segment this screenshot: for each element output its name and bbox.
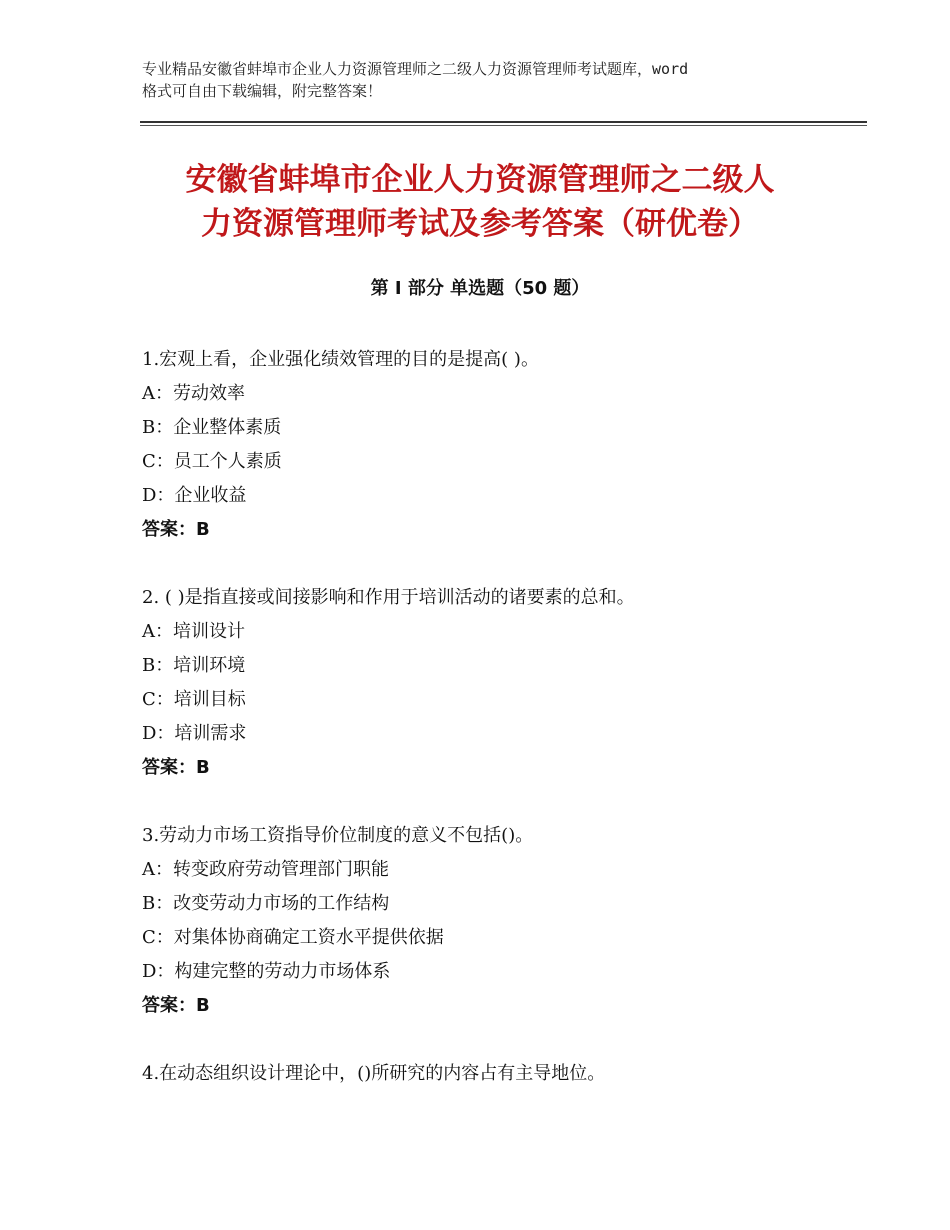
question-4 xyxy=(142,1057,842,1091)
document-title-line-2: 力资源管理师考试及参考答案（研优卷） xyxy=(201,206,759,242)
question-list xyxy=(142,343,842,1125)
header-note xyxy=(142,58,832,102)
header-note-line-1: 专业精品安徽省蚌埠市企业人力资源管理师之二级人力资源管理师考试题库，word xyxy=(142,60,689,78)
question-stem: 3.劳动力市场工资指导价位制度的意义不包括()。 xyxy=(142,825,534,846)
option-c: C：员工个人素质 xyxy=(142,451,282,472)
question-stem: 1.宏观上看，企业强化绩效管理的目的是提高( )。 xyxy=(142,349,539,370)
question-stem: 4.在动态组织设计理论中，()所研究的内容占有主导地位。 xyxy=(142,1063,606,1084)
option-c: C：对集体协商确定工资水平提供依据 xyxy=(142,927,444,948)
option-d: D：构建完整的劳动力市场体系 xyxy=(142,961,391,982)
question-1 xyxy=(142,343,842,547)
option-b: B：改变劳动力市场的工作结构 xyxy=(142,893,390,914)
option-a: A：培训设计 xyxy=(142,621,245,642)
option-a: A：转变政府劳动管理部门职能 xyxy=(142,859,389,880)
header-divider-thick xyxy=(140,121,867,123)
option-b: B：培训环境 xyxy=(142,655,246,676)
document-title xyxy=(140,158,820,246)
answer-label: 答案：B xyxy=(142,757,210,778)
header-note-line-2: 格式可自由下载编辑，附完整答案！ xyxy=(142,82,383,100)
option-d: D：培训需求 xyxy=(142,723,247,744)
section-title: 第 I 部分 单选题（50 题） xyxy=(370,278,590,299)
question-2 xyxy=(142,581,842,785)
question-stem: 2. ( )是指直接或间接影响和作用于培训活动的诸要素的总和。 xyxy=(142,587,635,608)
option-d: D：企业收益 xyxy=(142,485,247,506)
question-3 xyxy=(142,819,842,1023)
header-divider-thin xyxy=(140,125,867,126)
document-title-line-1: 安徽省蚌埠市企业人力资源管理师之二级人 xyxy=(185,162,775,198)
answer-label: 答案：B xyxy=(142,995,210,1016)
option-a: A：劳动效率 xyxy=(142,383,245,404)
answer-label: 答案：B xyxy=(142,519,210,540)
option-c: C：培训目标 xyxy=(142,689,246,710)
option-b: B：企业整体素质 xyxy=(142,417,282,438)
